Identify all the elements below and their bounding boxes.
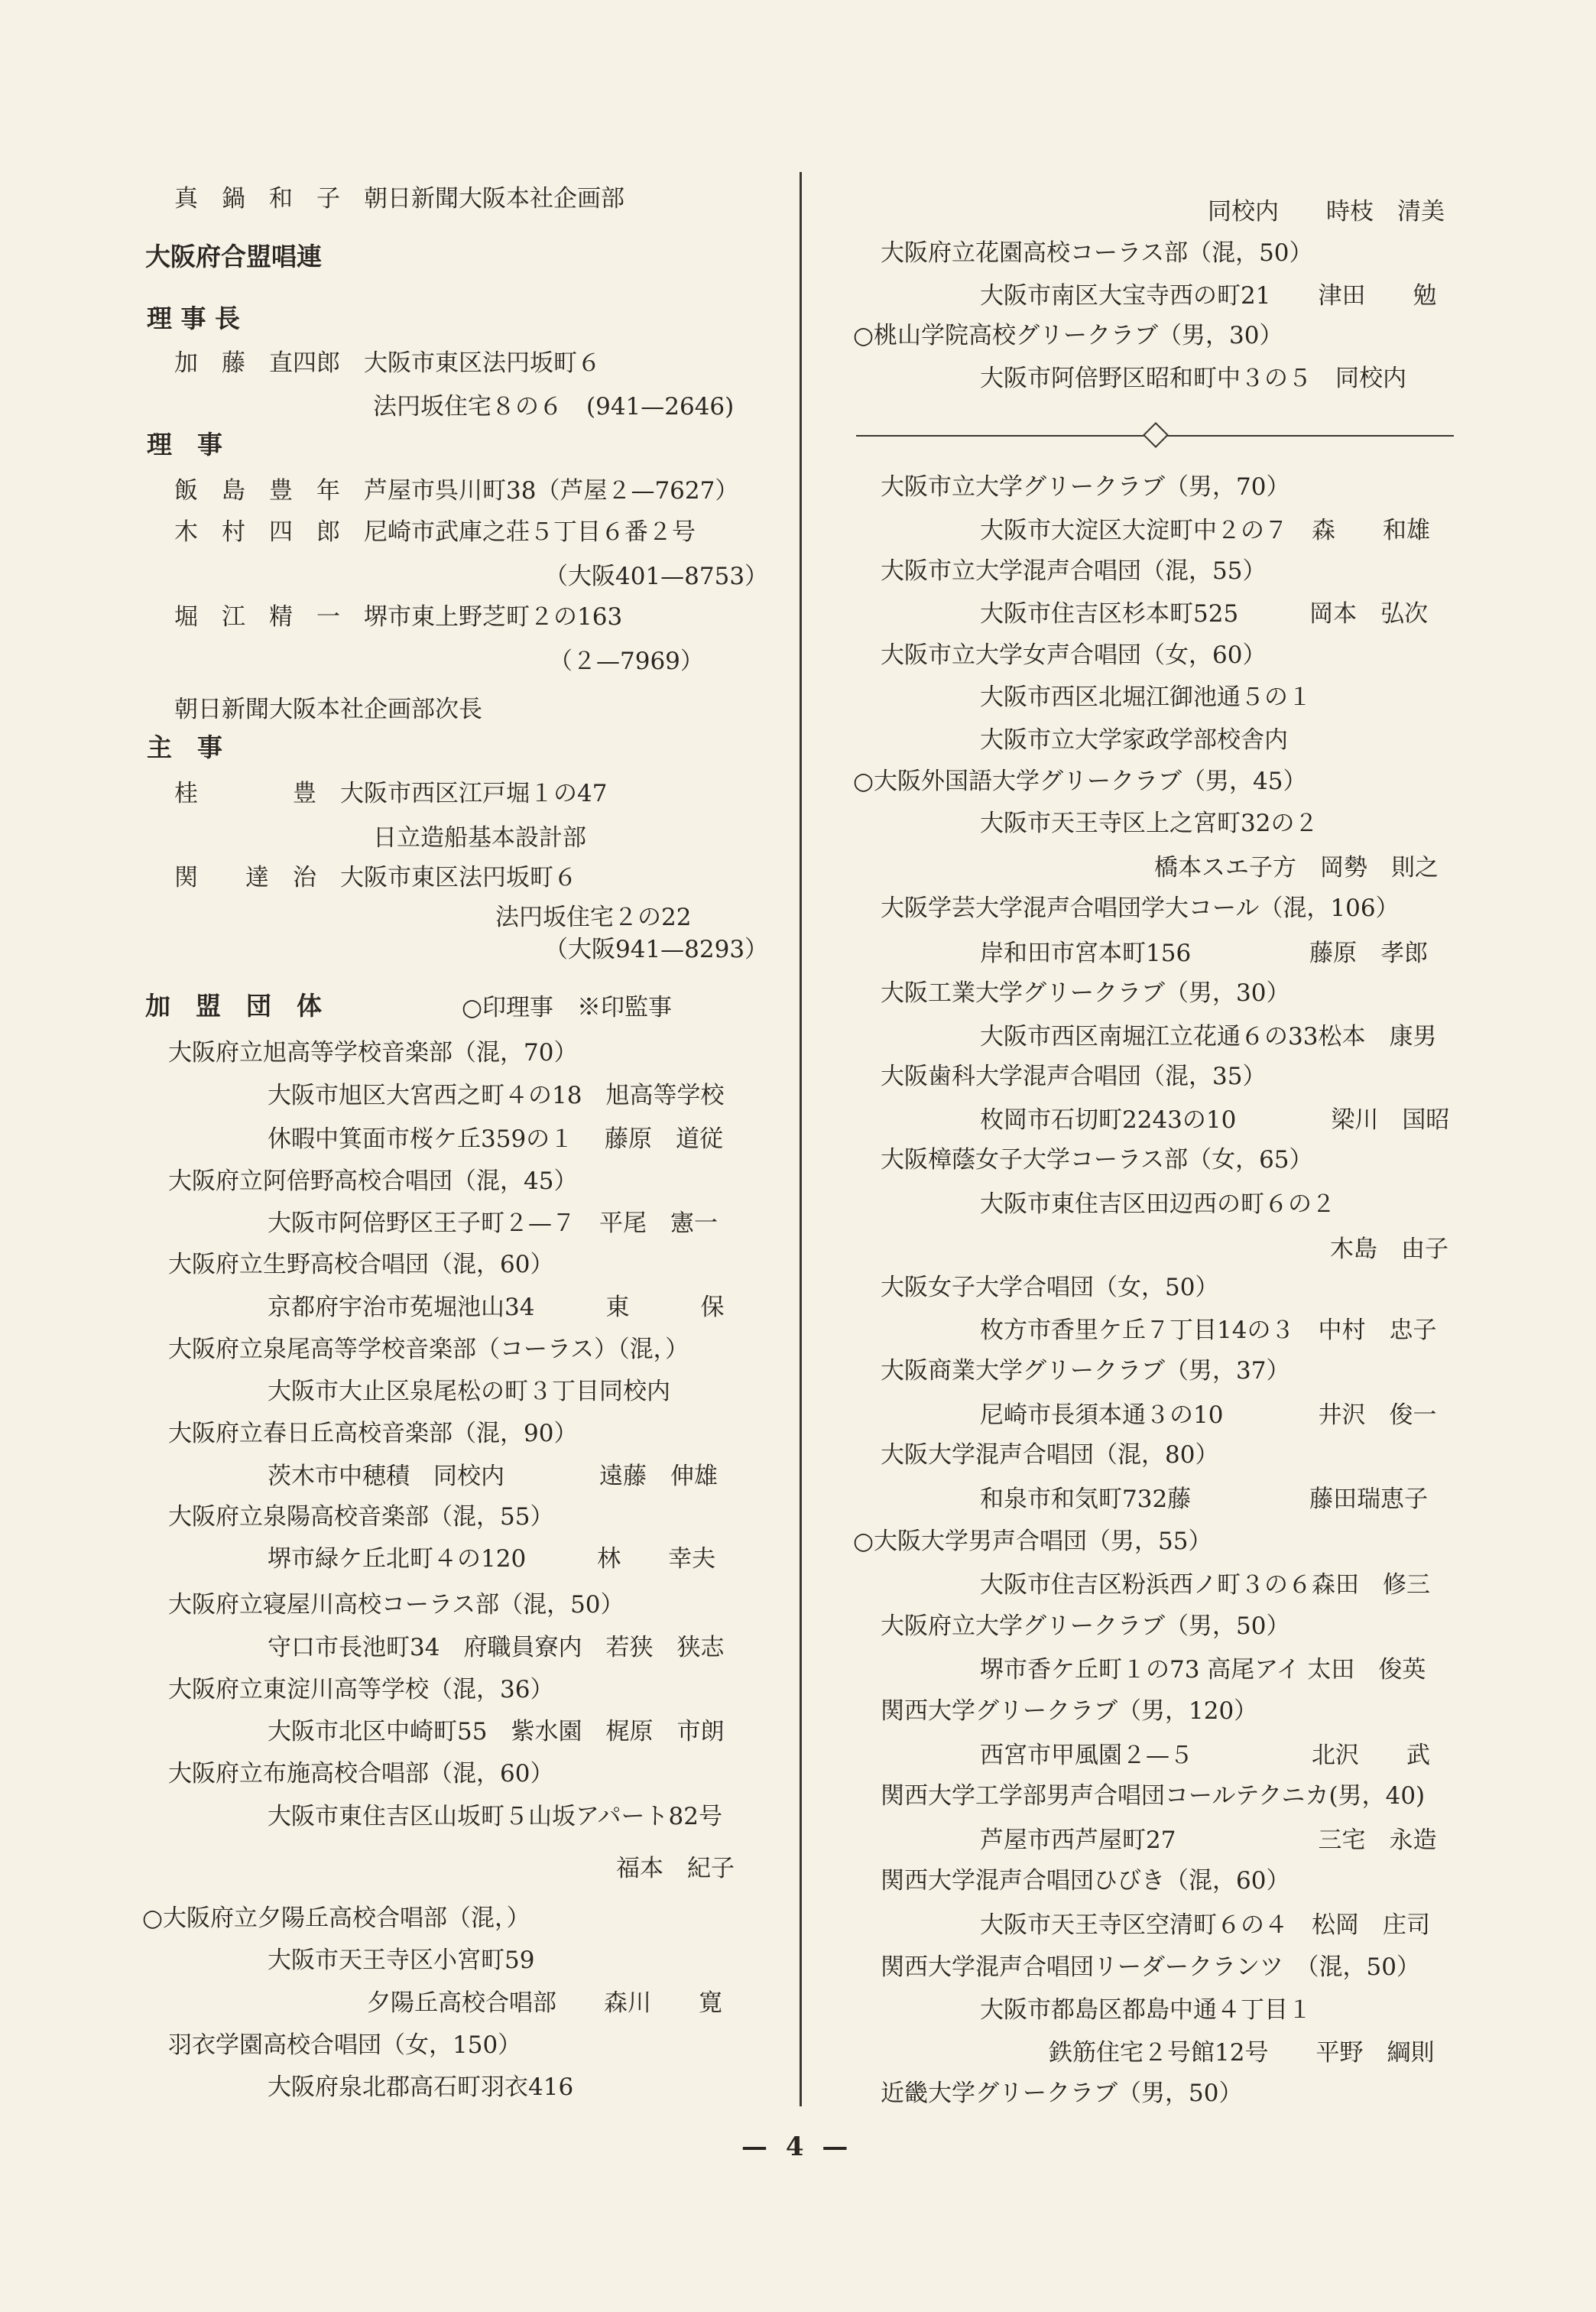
sub-heading: 理 事 長: [147, 304, 240, 333]
address-line: 枚岡市石切町2243の10 梁川 国昭: [980, 1106, 1450, 1134]
group-name: 大阪市立大学グリークラブ（男，70）: [881, 473, 1290, 501]
group-name: 大阪府立泉陽高校音楽部（混，55）: [168, 1503, 554, 1531]
address-line: 芦屋市西芦屋町27 三宅 永造: [980, 1827, 1437, 1854]
group-name: 大阪商業大学グリークラブ（男，37）: [881, 1357, 1290, 1385]
page-number: — 4 —: [741, 2132, 853, 2162]
legend-note: ○印理事 ※印監事: [462, 994, 673, 1021]
group-name: 大阪樟蔭女子大学コーラス部（女，65）: [881, 1146, 1313, 1174]
group-name: 大阪歯科大学混声合唱団（混，35）: [881, 1063, 1267, 1090]
address-line: 橋本スエ子方 岡勢 則之: [1154, 854, 1439, 882]
address-line: 岸和田市宮本町156 藤原 孝郎: [980, 940, 1429, 967]
group-name: 大阪府立東淀川高等学校（混，36）: [168, 1676, 554, 1703]
group-name: 大阪大学混声合唱団（混，80）: [881, 1441, 1219, 1469]
address-line: 堺市香ケ丘町１の73 高尾アイ 太田 俊英: [980, 1656, 1426, 1684]
group-name: 関西大学グリークラブ（男，120）: [881, 1697, 1258, 1725]
address-line: 大阪市西区北堀江御池通５の１: [980, 684, 1312, 711]
address-line: 鉄筋住宅２号館12号 平野 綱則: [1049, 2039, 1435, 2067]
text-line: 飯 島 豊 年 芦屋市呉川町38（芦屋２—7627）: [174, 477, 739, 505]
group-name: 羽衣学園高校合唱団（女，150）: [168, 2031, 522, 2059]
address-line: 大阪市旭区大宮西之町４の18 旭高等学校: [268, 1082, 725, 1109]
group-name: 関西大学工学部男声合唱団コールテクニカ(男，40): [881, 1782, 1426, 1810]
address-line: 和泉市和気町732藤 藤田瑞恵子: [980, 1486, 1429, 1513]
text-line: 桂 豊 大阪市西区江戸堀１の47: [174, 780, 608, 807]
text-line: 木 村 四 郎 尼崎市武庫之荘５丁目６番２号: [174, 518, 696, 546]
group-name: 大阪府立寝屋川高校コーラス部（混，50）: [168, 1591, 624, 1619]
address-line: 大阪府泉北郡高石町羽衣416: [268, 2073, 574, 2101]
text-line: 朝日新聞大阪本社企画部次長: [174, 696, 482, 723]
column-divider: [800, 172, 802, 2106]
address-line: 大阪市住吉区粉浜西ノ町３の６森田 修三: [980, 1571, 1430, 1599]
address-line: 尼崎市長須本通３の10 井沢 俊一: [980, 1401, 1437, 1429]
address-line: 西宮市甲風園２—５ 北沢 武: [980, 1742, 1430, 1769]
address-line: 大阪市東住吉区田辺西の町６の２: [980, 1190, 1335, 1218]
address-line: 大阪市都島区都島中通４丁目１: [980, 1996, 1312, 2024]
address-line: 守口市長池町34 府職員寮内 若狭 狭志: [268, 1634, 725, 1661]
text-line: 加 藤 直四郎 大阪市東区法円坂町６: [174, 349, 601, 377]
diamond-ornament-icon: [1143, 422, 1169, 448]
group-name: 大阪府立泉尾高等学校音楽部（コーラス）（混，）: [168, 1336, 689, 1363]
address-line: 大阪市天王寺区上之宮町32の２: [980, 810, 1319, 837]
address-line: 大阪市大止区泉尾松の町３丁目同校内: [268, 1378, 670, 1405]
address-line: 大阪市阿倍野区王子町２—７ 平尾 憲一: [268, 1210, 718, 1237]
group-name: 関西大学混声合唱団ひびき（混，60）: [881, 1867, 1290, 1895]
text-line: （大阪941—8293）: [544, 936, 769, 963]
section-heading: 大阪府合盟唱連: [145, 242, 322, 271]
group-name: 大阪府立春日丘高校音楽部（混，90）: [168, 1420, 578, 1447]
address-line: 茨木市中穂積 同校内 遠藤 伸雄: [268, 1463, 718, 1490]
group-name: 大阪府立生野高校合唱団（混，60）: [168, 1251, 554, 1278]
group-name: 大阪府立旭高等学校音楽部（混，70）: [168, 1039, 578, 1067]
text-line: 関 達 治 大阪市東区法円坂町６: [174, 864, 577, 891]
address-line: 京都府宇治市莬堀池山34 東 保: [268, 1294, 725, 1321]
group-name: 大阪学芸大学混声合唱団学大コール（混，106）: [881, 895, 1400, 922]
text-line: 真 鍋 和 子 朝日新聞大阪本社企画部: [174, 185, 624, 213]
address-line: 夕陽丘高校合唱部 森川 寛: [367, 1989, 722, 2017]
sub-heading: 主 事: [147, 732, 222, 762]
group-name: 関西大学混声合唱団リーダークランツ （混，50）: [881, 1953, 1420, 1981]
text-line: 日立造船基本設計部: [373, 824, 586, 852]
address-line: 大阪市北区中崎町55 紫水園 梶原 市朗: [268, 1718, 725, 1745]
address-line: 大阪市東住吉区山坂町５山坂アパート82号: [268, 1803, 722, 1830]
address-line: 大阪市住吉区杉本町525 岡本 弘次: [980, 600, 1429, 628]
text-line: 堀 江 精 一 堺市東上野芝町２の163: [174, 603, 623, 631]
group-name: 大阪市立大学女声合唱団（女，60）: [881, 641, 1267, 669]
text-line: （２—7969）: [549, 648, 704, 675]
group-name: ○桃山学院高校グリークラブ（男，30）: [853, 322, 1283, 349]
group-name: 大阪府立阿倍野高校合唱団（混，45）: [168, 1167, 578, 1195]
address-line: 休暇中箕面市桜ケ丘359の１ 藤原 道従: [268, 1125, 724, 1153]
section-heading: 加 盟 団 体: [145, 991, 322, 1021]
address-line: 堺市緑ケ丘北町４の120 林 幸夫: [268, 1545, 716, 1573]
address-line: 大阪市立大学家政学部校舎内: [980, 726, 1288, 754]
group-name: 大阪市立大学混声合唱団（混，55）: [881, 557, 1267, 585]
group-name: 大阪女子大学合唱団（女，50）: [881, 1274, 1219, 1301]
address-line: 大阪市阿倍野区昭和町中３の５ 同校内: [980, 365, 1406, 392]
group-name: 大阪府立大学グリークラブ（男，50）: [881, 1612, 1290, 1640]
address-line: 枚方市香里ケ丘７丁目14の３ 中村 忠子: [980, 1317, 1437, 1344]
group-name: 大阪工業大学グリークラブ（男，30）: [881, 979, 1290, 1007]
address-line: 大阪市西区南堀江立花通６の33松本 康男: [980, 1023, 1437, 1050]
group-name: 大阪府立花園高校コーラス部（混，50）: [881, 239, 1313, 267]
address-line: 同校内 時枝 清美: [1208, 198, 1445, 226]
address-line: 大阪市天王寺区空清町６の４ 松岡 庄司: [980, 1911, 1430, 1939]
group-name: 大阪府立布施高校合唱部（混，60）: [168, 1760, 554, 1788]
group-name: ○大阪府立夕陽丘高校合唱部（混，）: [142, 1904, 530, 1932]
text-line: 法円坂住宅２の22: [495, 904, 692, 931]
text-line: （大阪401—8753）: [544, 563, 769, 590]
address-line: 大阪市天王寺区小宮町59: [268, 1947, 535, 1974]
group-name: ○大阪外国語大学グリークラブ（男，45）: [853, 768, 1307, 795]
address-line: 福本 紀子: [616, 1855, 735, 1882]
address-line: 木島 由子: [1330, 1236, 1448, 1263]
address-line: 大阪市南区大宝寺西の町21 津田 勉: [980, 282, 1437, 310]
address-line: 大阪市大淀区大淀町中２の７ 森 和雄: [980, 517, 1430, 544]
sub-heading: 理 事: [147, 430, 222, 459]
text-line: 法円坂住宅８の６ (941—2646): [373, 393, 735, 421]
group-name: ○大阪大学男声合唱団（男，55）: [853, 1528, 1212, 1555]
group-name: 近畿大学グリークラブ（男，50）: [881, 2080, 1243, 2107]
